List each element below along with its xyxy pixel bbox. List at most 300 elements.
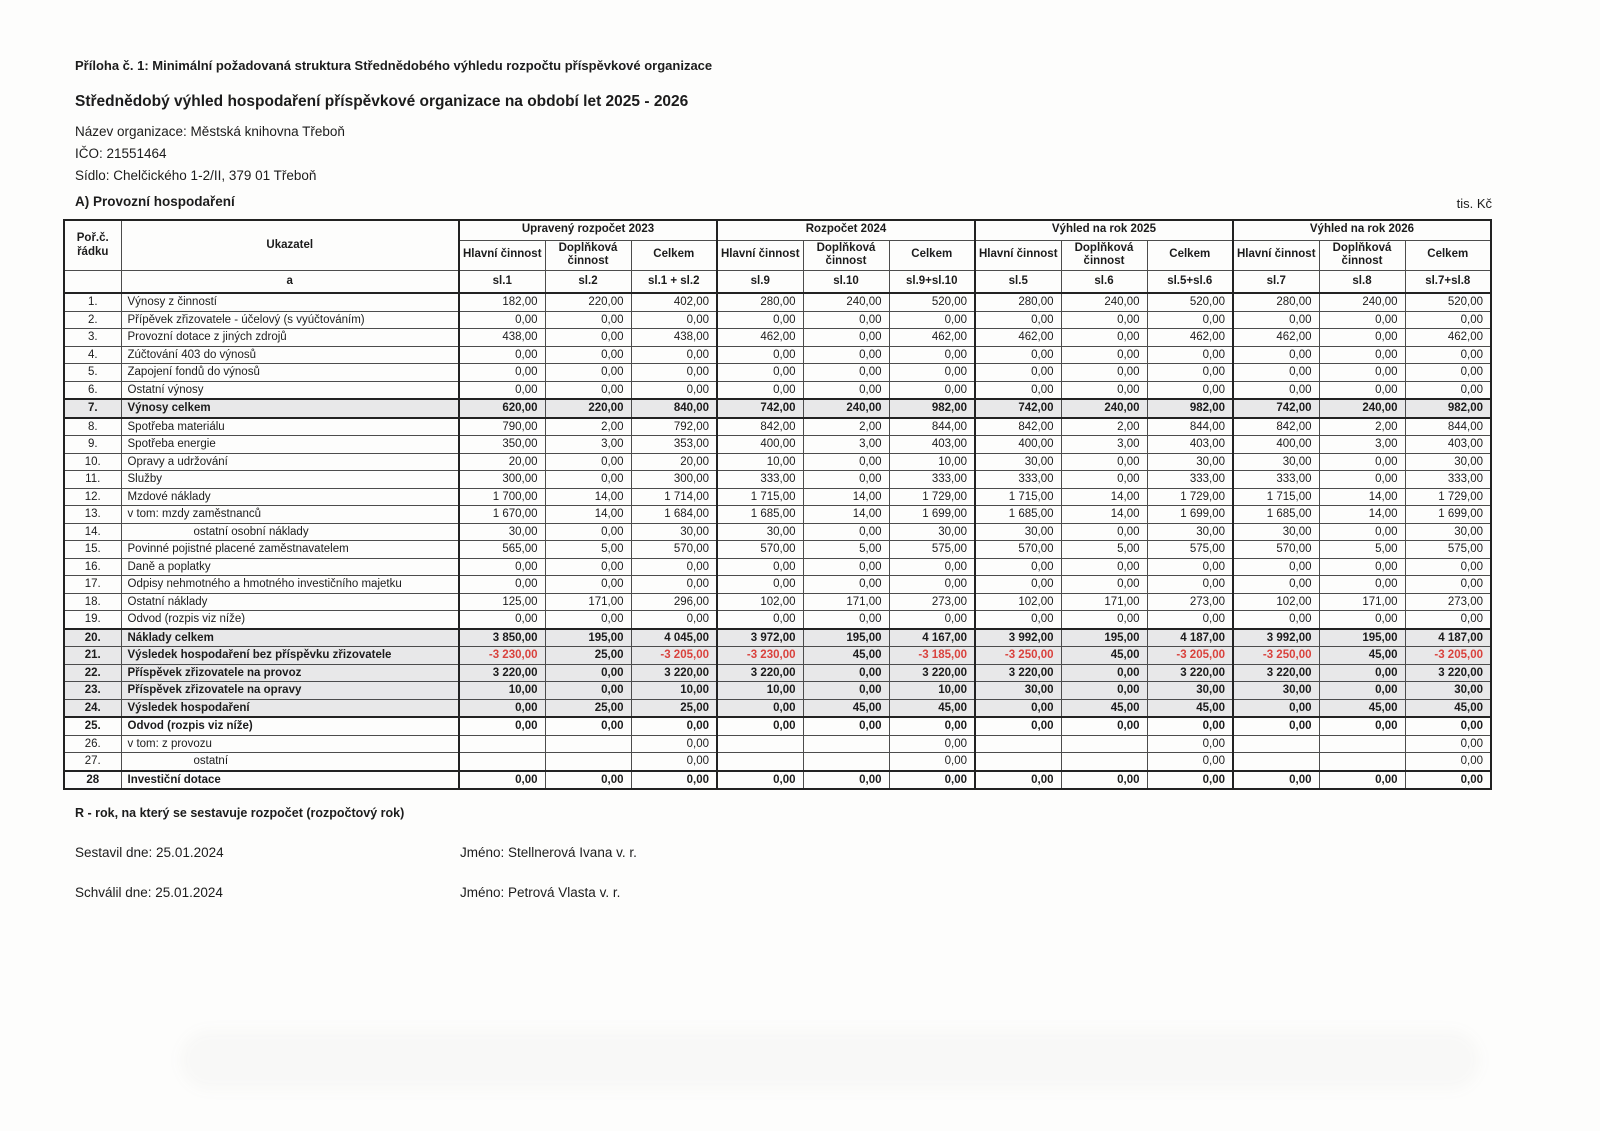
value-cell: 1 684,00 <box>631 506 717 524</box>
value-cell: 0,00 <box>1147 364 1233 382</box>
value-cell: 844,00 <box>889 418 975 436</box>
row-number: 12. <box>64 488 121 506</box>
value-cell: 30,00 <box>1233 453 1319 471</box>
value-cell: 1 685,00 <box>1233 506 1319 524</box>
value-cell: 0,00 <box>1233 771 1319 790</box>
value-cell: 0,00 <box>1233 576 1319 594</box>
row-label: Mzdové náklady <box>121 488 459 506</box>
row-label: Příspěvek zřizovatele na opravy <box>121 682 459 700</box>
column-code-cell: sl.7 <box>1233 271 1319 294</box>
row-label: v tom: z provozu <box>121 735 459 753</box>
table-row <box>64 682 1491 700</box>
table-row <box>64 735 1491 753</box>
value-cell: 570,00 <box>717 541 803 559</box>
value-cell: 1 729,00 <box>1147 488 1233 506</box>
value-cell: 0,00 <box>1061 576 1147 594</box>
value-cell <box>1061 753 1147 771</box>
header-row-codes <box>64 271 1491 294</box>
value-cell: 30,00 <box>975 682 1061 700</box>
value-cell: 30,00 <box>1405 453 1491 471</box>
value-cell: 0,00 <box>717 558 803 576</box>
value-cell: 171,00 <box>1319 593 1405 611</box>
value-cell: 0,00 <box>545 611 631 629</box>
value-cell: 3,00 <box>803 436 889 454</box>
column-code-cell: sl.8 <box>1319 271 1405 294</box>
value-cell: 0,00 <box>1233 558 1319 576</box>
value-cell: 353,00 <box>631 436 717 454</box>
value-cell: 0,00 <box>1405 364 1491 382</box>
row-label: Náklady celkem <box>121 629 459 647</box>
value-cell <box>1233 753 1319 771</box>
value-cell: 0,00 <box>631 717 717 735</box>
value-cell: 0,00 <box>1405 611 1491 629</box>
value-cell: 0,00 <box>1405 346 1491 364</box>
value-cell: 790,00 <box>459 418 545 436</box>
value-cell: 0,00 <box>459 381 545 399</box>
column-code-cell: sl.10 <box>803 271 889 294</box>
row-number: 15. <box>64 541 121 559</box>
table-row <box>64 771 1491 790</box>
value-cell: 0,00 <box>545 364 631 382</box>
value-cell: 3 850,00 <box>459 629 545 647</box>
subcolumn-header: Hlavní činnost <box>459 240 545 271</box>
value-cell: 0,00 <box>1319 471 1405 489</box>
value-cell: 1 715,00 <box>717 488 803 506</box>
value-cell: 3 992,00 <box>1233 629 1319 647</box>
table-row <box>64 629 1491 647</box>
value-cell: 0,00 <box>1147 576 1233 594</box>
value-cell: 0,00 <box>631 611 717 629</box>
value-cell: 5,00 <box>1319 541 1405 559</box>
value-cell: 3 220,00 <box>1405 664 1491 682</box>
value-cell: 0,00 <box>1061 346 1147 364</box>
subcolumn-header: Doplňková činnost <box>803 240 889 271</box>
value-cell: 0,00 <box>975 381 1061 399</box>
row-number: 9. <box>64 436 121 454</box>
value-cell: 792,00 <box>631 418 717 436</box>
value-cell: 0,00 <box>889 611 975 629</box>
row-label: ostatní <box>121 753 459 771</box>
value-cell: 45,00 <box>1405 699 1491 717</box>
value-cell: 0,00 <box>803 346 889 364</box>
value-cell: 462,00 <box>1147 329 1233 347</box>
value-cell: 0,00 <box>1319 364 1405 382</box>
value-cell: 0,00 <box>889 311 975 329</box>
column-code-cell: sl.9 <box>717 271 803 294</box>
value-cell: 45,00 <box>803 647 889 665</box>
value-cell: 0,00 <box>889 735 975 753</box>
value-cell: 0,00 <box>889 558 975 576</box>
value-cell: 0,00 <box>717 346 803 364</box>
value-cell: -3 230,00 <box>459 647 545 665</box>
value-cell: 0,00 <box>975 771 1061 790</box>
value-cell: 0,00 <box>717 611 803 629</box>
value-cell: 1 700,00 <box>459 488 545 506</box>
value-cell: 30,00 <box>1233 682 1319 700</box>
value-cell: 0,00 <box>459 699 545 717</box>
value-cell: 0,00 <box>1147 735 1233 753</box>
value-cell: 195,00 <box>1319 629 1405 647</box>
table-row <box>64 558 1491 576</box>
value-cell: 0,00 <box>1319 682 1405 700</box>
value-cell: 5,00 <box>803 541 889 559</box>
value-cell: 570,00 <box>631 541 717 559</box>
value-cell: 3,00 <box>545 436 631 454</box>
value-cell: 3,00 <box>1319 436 1405 454</box>
row-number: 28 <box>64 771 121 790</box>
value-cell: -3 250,00 <box>1233 647 1319 665</box>
row-label: Výnosy celkem <box>121 399 459 418</box>
value-cell: 30,00 <box>1147 523 1233 541</box>
table-row <box>64 523 1491 541</box>
value-cell <box>975 753 1061 771</box>
value-cell: 0,00 <box>889 771 975 790</box>
value-cell: 0,00 <box>545 471 631 489</box>
value-cell: 0,00 <box>545 311 631 329</box>
value-cell: 400,00 <box>1233 436 1319 454</box>
value-cell: 30,00 <box>1147 453 1233 471</box>
value-cell: 0,00 <box>631 311 717 329</box>
value-cell: 240,00 <box>803 399 889 418</box>
value-cell: 333,00 <box>1405 471 1491 489</box>
table-row <box>64 471 1491 489</box>
value-cell: 0,00 <box>975 717 1061 735</box>
row-label: Služby <box>121 471 459 489</box>
value-cell: 2,00 <box>545 418 631 436</box>
value-cell: 14,00 <box>803 506 889 524</box>
value-cell: 30,00 <box>1405 523 1491 541</box>
value-cell: 742,00 <box>1233 399 1319 418</box>
group-header: Výhled na rok 2026 <box>1233 220 1491 240</box>
subcolumn-header: Celkem <box>1405 240 1491 271</box>
value-cell: 45,00 <box>803 699 889 717</box>
row-label: Opravy a udržování <box>121 453 459 471</box>
group-header: Výhled na rok 2025 <box>975 220 1233 240</box>
value-cell: 0,00 <box>889 576 975 594</box>
value-cell: 0,00 <box>1233 717 1319 735</box>
value-cell: 400,00 <box>717 436 803 454</box>
value-cell: 0,00 <box>1061 523 1147 541</box>
row-label: Odvod (rozpis viz níže) <box>121 611 459 629</box>
value-cell: 0,00 <box>631 381 717 399</box>
value-cell: 5,00 <box>1061 541 1147 559</box>
value-cell: 982,00 <box>889 399 975 418</box>
footer-note: R - rok, na který se sestavuje rozpočet (rozpočtový rok) <box>75 806 405 820</box>
value-cell: 0,00 <box>803 364 889 382</box>
value-cell: 1 699,00 <box>889 506 975 524</box>
row-label: Spotřeba energie <box>121 436 459 454</box>
table-row <box>64 576 1491 594</box>
value-cell: 0,00 <box>1061 381 1147 399</box>
value-cell: 0,00 <box>1319 453 1405 471</box>
value-cell: 0,00 <box>1405 717 1491 735</box>
value-cell: 14,00 <box>1061 506 1147 524</box>
value-cell: 0,00 <box>1405 735 1491 753</box>
value-cell: 0,00 <box>1319 346 1405 364</box>
value-cell: -3 250,00 <box>975 647 1061 665</box>
value-cell: 2,00 <box>1319 418 1405 436</box>
value-cell: 0,00 <box>545 523 631 541</box>
value-cell: 0,00 <box>1233 311 1319 329</box>
value-cell: 0,00 <box>1405 753 1491 771</box>
row-number: 5. <box>64 364 121 382</box>
value-cell: 462,00 <box>975 329 1061 347</box>
row-label: Spotřeba materiálu <box>121 418 459 436</box>
value-cell: 10,00 <box>889 453 975 471</box>
value-cell: 0,00 <box>1319 311 1405 329</box>
column-code-cell: sl.7+sl.8 <box>1405 271 1491 294</box>
row-label: Daně a poplatky <box>121 558 459 576</box>
value-cell: 570,00 <box>975 541 1061 559</box>
value-cell: 2,00 <box>1061 418 1147 436</box>
value-cell: 0,00 <box>545 717 631 735</box>
value-cell: 620,00 <box>459 399 545 418</box>
row-number: 26. <box>64 735 121 753</box>
table-row <box>64 399 1491 418</box>
units-label: tis. Kč <box>1456 196 1492 211</box>
scan-artifact <box>180 1030 1480 1090</box>
indicator-header: Ukazatel <box>121 220 459 271</box>
value-cell: 0,00 <box>1147 717 1233 735</box>
row-number: 7. <box>64 399 121 418</box>
value-cell: 0,00 <box>459 364 545 382</box>
value-cell: 45,00 <box>889 699 975 717</box>
value-cell: 982,00 <box>1405 399 1491 418</box>
value-cell <box>1061 735 1147 753</box>
column-code-cell: sl.5+sl.6 <box>1147 271 1233 294</box>
row-number: 10. <box>64 453 121 471</box>
value-cell <box>1319 753 1405 771</box>
row-number: 16. <box>64 558 121 576</box>
value-cell: 102,00 <box>975 593 1061 611</box>
column-code-cell: sl.1 + sl.2 <box>631 271 717 294</box>
row-number: 22. <box>64 664 121 682</box>
value-cell: 840,00 <box>631 399 717 418</box>
value-cell: 403,00 <box>1147 436 1233 454</box>
value-cell: 3 972,00 <box>717 629 803 647</box>
value-cell: 0,00 <box>545 682 631 700</box>
row-number: 13. <box>64 506 121 524</box>
value-cell: 14,00 <box>545 488 631 506</box>
table-row <box>64 506 1491 524</box>
value-cell: 45,00 <box>1319 647 1405 665</box>
table-row <box>64 611 1491 629</box>
value-cell: 3 220,00 <box>1147 664 1233 682</box>
value-cell: 0,00 <box>1061 558 1147 576</box>
compiled-signature-row <box>75 845 637 860</box>
value-cell: 1 729,00 <box>1405 488 1491 506</box>
organization-name: Název organizace: Městská knihovna Třeboň <box>75 124 345 139</box>
value-cell: 0,00 <box>1319 558 1405 576</box>
header-row-groups <box>64 220 1491 240</box>
row-label: Výsledek hospodaření bez příspěvku zřizovatele <box>121 647 459 665</box>
value-cell: 240,00 <box>1061 293 1147 311</box>
value-cell: 0,00 <box>1405 576 1491 594</box>
value-cell: 280,00 <box>975 293 1061 311</box>
value-cell: 5,00 <box>545 541 631 559</box>
value-cell: 220,00 <box>545 293 631 311</box>
value-cell: 438,00 <box>459 329 545 347</box>
row-label: Odvod (rozpis viz níže) <box>121 717 459 735</box>
value-cell: 0,00 <box>1061 771 1147 790</box>
row-number: 1. <box>64 293 121 311</box>
value-cell: 0,00 <box>975 346 1061 364</box>
row-label: Provozní dotace z jiných zdrojů <box>121 329 459 347</box>
table-row <box>64 346 1491 364</box>
value-cell: 171,00 <box>545 593 631 611</box>
value-cell: 0,00 <box>975 558 1061 576</box>
value-cell: 403,00 <box>1405 436 1491 454</box>
value-cell: 0,00 <box>717 311 803 329</box>
value-cell: 0,00 <box>803 682 889 700</box>
value-cell: 1 670,00 <box>459 506 545 524</box>
row-number: 6. <box>64 381 121 399</box>
value-cell: 3 220,00 <box>975 664 1061 682</box>
value-cell: 0,00 <box>631 753 717 771</box>
value-cell <box>545 753 631 771</box>
approved-date-label: Schválil dne: 25.01.2024 <box>75 885 223 900</box>
value-cell: 0,00 <box>459 346 545 364</box>
value-cell: 30,00 <box>1405 682 1491 700</box>
value-cell: 0,00 <box>459 558 545 576</box>
value-cell: 280,00 <box>717 293 803 311</box>
value-cell <box>717 753 803 771</box>
value-cell: 0,00 <box>631 558 717 576</box>
value-cell: 1 715,00 <box>1233 488 1319 506</box>
table-row <box>64 753 1491 771</box>
approved-name-label: Jméno: Petrová Vlasta v. r. <box>460 885 621 900</box>
column-code-cell: sl.6 <box>1061 271 1147 294</box>
row-number: 2. <box>64 311 121 329</box>
value-cell: 0,00 <box>459 576 545 594</box>
value-cell: 171,00 <box>803 593 889 611</box>
value-cell: 0,00 <box>975 576 1061 594</box>
value-cell: -3 205,00 <box>631 647 717 665</box>
value-cell: 575,00 <box>1147 541 1233 559</box>
indicator-code-cell: a <box>121 271 459 294</box>
value-cell: 0,00 <box>545 346 631 364</box>
value-cell: 0,00 <box>545 576 631 594</box>
value-cell <box>803 735 889 753</box>
value-cell: 3 220,00 <box>1233 664 1319 682</box>
row-number: 20. <box>64 629 121 647</box>
value-cell: 0,00 <box>1061 682 1147 700</box>
value-cell: 1 714,00 <box>631 488 717 506</box>
value-cell: 182,00 <box>459 293 545 311</box>
value-cell: 4 045,00 <box>631 629 717 647</box>
table-row <box>64 293 1491 311</box>
value-cell: 0,00 <box>545 329 631 347</box>
value-cell: 0,00 <box>1319 329 1405 347</box>
value-cell: 45,00 <box>1061 647 1147 665</box>
value-cell: 0,00 <box>1061 471 1147 489</box>
value-cell: -3 205,00 <box>1147 647 1233 665</box>
value-cell: 350,00 <box>459 436 545 454</box>
value-cell <box>1319 735 1405 753</box>
value-cell: 0,00 <box>1405 311 1491 329</box>
table-row <box>64 488 1491 506</box>
value-cell: 1 699,00 <box>1405 506 1491 524</box>
value-cell <box>459 735 545 753</box>
value-cell: 0,00 <box>717 381 803 399</box>
value-cell: -3 230,00 <box>717 647 803 665</box>
value-cell: 0,00 <box>889 346 975 364</box>
value-cell: 20,00 <box>459 453 545 471</box>
compiled-date-label: Sestavil dne: 25.01.2024 <box>75 845 224 860</box>
row-number: 21. <box>64 647 121 665</box>
value-cell: 0,00 <box>803 329 889 347</box>
value-cell <box>975 735 1061 753</box>
value-cell: 0,00 <box>545 771 631 790</box>
value-cell: 520,00 <box>1147 293 1233 311</box>
value-cell: 0,00 <box>631 346 717 364</box>
value-cell: 45,00 <box>1061 699 1147 717</box>
row-label: v tom: mzdy zaměstnanců <box>121 506 459 524</box>
value-cell: 0,00 <box>459 771 545 790</box>
row-label: Zapojení fondů do výnosů <box>121 364 459 382</box>
value-cell: 0,00 <box>1405 558 1491 576</box>
value-cell: 0,00 <box>803 523 889 541</box>
value-cell: 10,00 <box>631 682 717 700</box>
value-cell: 565,00 <box>459 541 545 559</box>
value-cell: 280,00 <box>1233 293 1319 311</box>
value-cell: 0,00 <box>545 381 631 399</box>
value-cell: 0,00 <box>545 558 631 576</box>
value-cell: 30,00 <box>1147 682 1233 700</box>
value-cell: 3 220,00 <box>889 664 975 682</box>
value-cell: 195,00 <box>545 629 631 647</box>
value-cell: 438,00 <box>631 329 717 347</box>
value-cell: 1 699,00 <box>1147 506 1233 524</box>
value-cell: 0,00 <box>803 471 889 489</box>
value-cell: 240,00 <box>1319 293 1405 311</box>
row-number: 24. <box>64 699 121 717</box>
compiled-name-label: Jméno: Stellnerová Ivana v. r. <box>460 845 637 860</box>
value-cell: 0,00 <box>717 364 803 382</box>
value-cell: 195,00 <box>803 629 889 647</box>
value-cell: 982,00 <box>1147 399 1233 418</box>
value-cell: 0,00 <box>1061 717 1147 735</box>
value-cell: 0,00 <box>889 364 975 382</box>
attachment-title: Příloha č. 1: Minimální požadovaná struktura Střednědobého výhledu rozpočtu příspěvkové organizace <box>75 58 713 73</box>
value-cell: 462,00 <box>889 329 975 347</box>
value-cell: 520,00 <box>889 293 975 311</box>
value-cell: 462,00 <box>1405 329 1491 347</box>
value-cell: 0,00 <box>1061 329 1147 347</box>
value-cell: 742,00 <box>717 399 803 418</box>
row-number: 18. <box>64 593 121 611</box>
value-cell: 0,00 <box>459 717 545 735</box>
value-cell: 0,00 <box>1405 771 1491 790</box>
value-cell: 0,00 <box>1233 346 1319 364</box>
value-cell: 0,00 <box>1147 611 1233 629</box>
subcolumn-header: Celkem <box>1147 240 1233 271</box>
row-label: Ostatní náklady <box>121 593 459 611</box>
value-cell: 30,00 <box>889 523 975 541</box>
value-cell: 0,00 <box>631 364 717 382</box>
table-row <box>64 699 1491 717</box>
value-cell: 3 992,00 <box>975 629 1061 647</box>
value-cell: 333,00 <box>1147 471 1233 489</box>
value-cell: 1 685,00 <box>717 506 803 524</box>
value-cell: 575,00 <box>889 541 975 559</box>
value-cell: 3 220,00 <box>459 664 545 682</box>
row-number: 8. <box>64 418 121 436</box>
row-label: Ostatní výnosy <box>121 381 459 399</box>
budget-table <box>63 219 1492 790</box>
value-cell: 0,00 <box>803 576 889 594</box>
value-cell: 0,00 <box>803 558 889 576</box>
